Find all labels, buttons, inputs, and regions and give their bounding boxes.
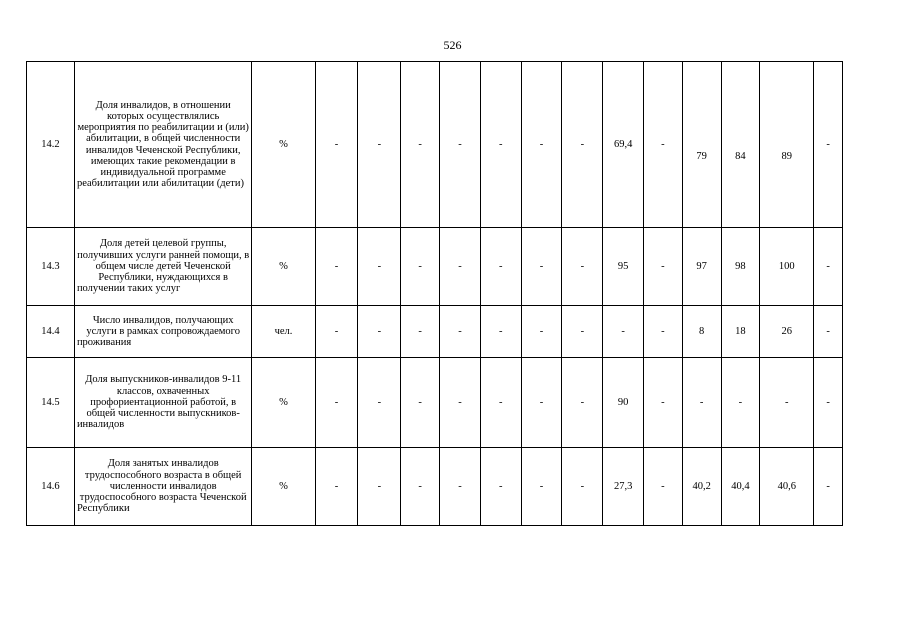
indicator-description: Число инвалидов, получающих услуги в рамках сопровождаемого проживания [74,306,251,358]
value-cell: - [814,448,843,526]
value-cell: 97 [682,228,721,306]
value-cell: - [440,448,481,526]
value-cell: - [401,62,440,228]
value-cell: 69,4 [603,62,644,228]
value-cell: - [358,228,401,306]
table-row [27,358,843,448]
value-cell: 40,4 [721,448,760,526]
value-cell: - [562,448,603,526]
value-cell: - [401,306,440,358]
value-cell: - [814,306,843,358]
value-cell: - [315,306,358,358]
value-cell: - [480,448,521,526]
value-cell: - [760,358,814,448]
row-number: 14.3 [27,228,75,306]
value-cell: - [644,448,683,526]
value-cell: 26 [760,306,814,358]
value-cell: - [814,358,843,448]
value-cell: - [562,228,603,306]
value-cell: - [315,358,358,448]
row-number: 14.6 [27,448,75,526]
value-cell: - [440,306,481,358]
indicator-description: Доля инвалидов, в отношении которых осуществлялись мероприятия по реабилитации и (или) абилитации, в общей численности инвалидов Чеченской Республики, имеющих такие рекомендации в индивидуальной программе реабилитации или абилитации (дети) [74,62,251,228]
indicator-description: Доля выпускников-инвалидов 9-11 классов, охваченных профориентационной работой, в общей численности выпускников-инвалидов [74,358,251,448]
value-cell: - [358,358,401,448]
value-cell: 27,3 [603,448,644,526]
unit-cell: % [252,62,315,228]
value-cell: 84 [721,62,760,228]
value-cell: - [315,448,358,526]
value-cell: - [644,306,683,358]
value-cell: - [440,358,481,448]
value-cell: - [440,228,481,306]
value-cell: - [562,358,603,448]
value-cell: - [480,228,521,306]
value-cell: 89 [760,62,814,228]
value-cell: 98 [721,228,760,306]
value-cell: - [521,306,562,358]
value-cell: - [644,358,683,448]
row-number: 14.5 [27,358,75,448]
unit-cell: % [252,358,315,448]
value-cell: 40,6 [760,448,814,526]
value-cell: - [521,358,562,448]
value-cell: 79 [682,62,721,228]
value-cell: - [401,448,440,526]
value-cell: - [315,228,358,306]
unit-cell: % [252,228,315,306]
value-cell: - [480,306,521,358]
value-cell: - [401,228,440,306]
table-row [27,448,843,526]
table-row [27,62,843,228]
value-cell: 90 [603,358,644,448]
value-cell: - [358,62,401,228]
value-cell: - [440,62,481,228]
value-cell: - [521,448,562,526]
value-cell: - [480,62,521,228]
value-cell: - [721,358,760,448]
indicator-description: Доля занятых инвалидов трудоспособного возраста в общей численности инвалидов трудоспособного возраста Чеченской Республики [74,448,251,526]
value-cell: - [682,358,721,448]
value-cell: - [480,358,521,448]
value-cell: - [562,306,603,358]
value-cell: - [401,358,440,448]
page-number: 526 [443,38,462,52]
value-cell: - [315,62,358,228]
table-row [27,306,843,358]
value-cell: - [521,62,562,228]
value-cell: - [603,306,644,358]
value-cell: - [358,448,401,526]
value-cell: - [644,62,683,228]
value-cell: 18 [721,306,760,358]
indicator-description: Доля детей целевой группы, получивших услуги ранней помощи, в общем числе детей Чеченской Республики, нуждающихся в получении таких услуг [74,228,251,306]
value-cell: - [644,228,683,306]
unit-cell: % [252,448,315,526]
row-number: 14.4 [27,306,75,358]
indicator-table [26,61,843,526]
value-cell: - [814,228,843,306]
value-cell: - [521,228,562,306]
value-cell: 95 [603,228,644,306]
unit-cell: чел. [252,306,315,358]
value-cell: 100 [760,228,814,306]
value-cell: - [814,62,843,228]
row-number: 14.2 [27,62,75,228]
table-row [27,228,843,306]
value-cell: 40,2 [682,448,721,526]
value-cell: 8 [682,306,721,358]
value-cell: - [562,62,603,228]
value-cell: - [358,306,401,358]
